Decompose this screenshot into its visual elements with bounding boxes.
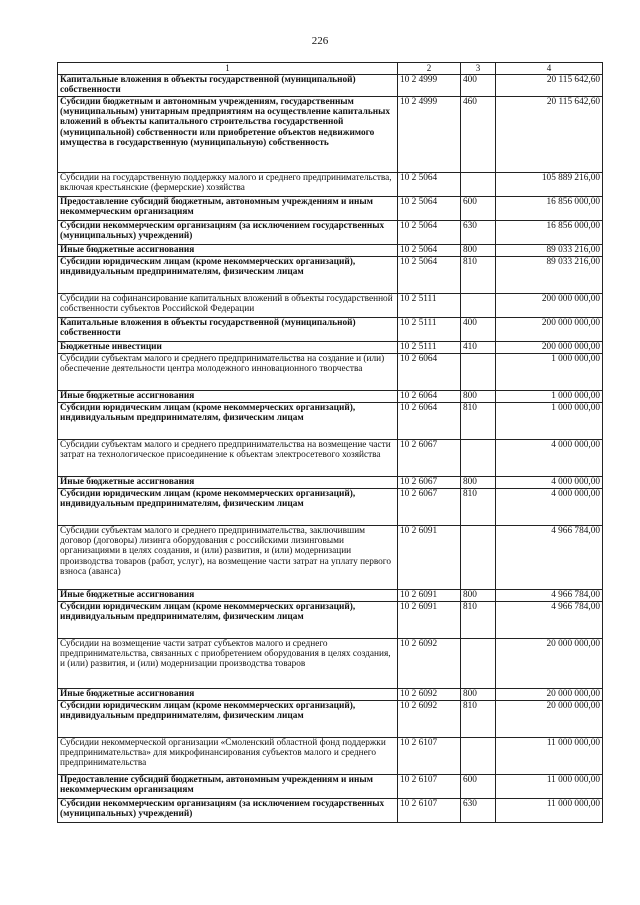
row-name-cell: Субсидии субъектам малого и среднего предпринимательства, заключившим договор (договоры) лизинга оборудования с российскими лизинговыми организациями в целях создания, и (или) развития, и (или) модернизации производства товаров (работ, услуг), на возмещение части затрат на уплату первого взноса (аванса)	[58, 526, 398, 590]
table-row	[58, 391, 603, 403]
row-name-cell: Субсидии юридическим лицам (кроме некоммерческих организаций), индивидуальным предпринимателям, физическим лицам	[58, 257, 398, 294]
row-code-cell: 10 2 6092	[398, 639, 461, 689]
row-amount-cell: 89 033 216,00	[496, 245, 603, 257]
row-code-cell: 10 2 6107	[398, 799, 461, 823]
row-amount-cell: 20 000 000,00	[496, 639, 603, 689]
row-code-cell: 10 2 5111	[398, 318, 461, 342]
row-kind-cell	[461, 440, 496, 477]
table-row	[58, 639, 603, 689]
column-number-row	[58, 63, 603, 75]
row-name-cell: Иные бюджетные ассигнования	[58, 391, 398, 403]
table-row	[58, 489, 603, 526]
row-name-cell: Субсидии юридическим лицам (кроме некоммерческих организаций), индивидуальным предпринимателям, физическим лицам	[58, 489, 398, 526]
row-code-cell: 10 2 6064	[398, 403, 461, 440]
row-name-cell: Бюджетные инвестиции	[58, 342, 398, 354]
row-kind-cell: 810	[461, 489, 496, 526]
row-code-cell: 10 2 6092	[398, 701, 461, 738]
row-code-cell: 10 2 5064	[398, 245, 461, 257]
row-code-cell: 10 2 6064	[398, 391, 461, 403]
row-kind-cell: 460	[461, 97, 496, 173]
row-name-cell: Субсидии субъектам малого и среднего предпринимательства на возмещение части затрат на технологическое присоединение к объектам электросетевого хозяйства	[58, 440, 398, 477]
table-row	[58, 294, 603, 318]
column-number-3: 3	[461, 63, 496, 75]
row-kind-cell: 800	[461, 391, 496, 403]
row-kind-cell: 810	[461, 602, 496, 639]
row-kind-cell	[461, 294, 496, 318]
row-amount-cell: 4 000 000,00	[496, 489, 603, 526]
row-amount-cell: 20 000 000,00	[496, 689, 603, 701]
row-name-cell: Субсидии на государственную поддержку малого и среднего предпринимательства, включая крестьянские (фермерские) хозяйства	[58, 173, 398, 197]
row-code-cell: 10 2 5064	[398, 173, 461, 197]
row-amount-cell: 11 000 000,00	[496, 738, 603, 775]
table-row	[58, 342, 603, 354]
table-row	[58, 221, 603, 245]
row-kind-cell: 630	[461, 221, 496, 245]
table-row	[58, 173, 603, 197]
row-kind-cell: 800	[461, 245, 496, 257]
row-name-cell: Субсидии юридическим лицам (кроме некоммерческих организаций), индивидуальным предпринимателям, физическим лицам	[58, 701, 398, 738]
row-amount-cell: 105 889 216,00	[496, 173, 603, 197]
row-amount-cell: 11 000 000,00	[496, 775, 603, 799]
row-code-cell: 10 2 6092	[398, 689, 461, 701]
row-code-cell: 10 2 6067	[398, 477, 461, 489]
row-amount-cell: 4 000 000,00	[496, 477, 603, 489]
row-kind-cell: 810	[461, 403, 496, 440]
table-row	[58, 590, 603, 602]
row-name-cell: Субсидии на возмещение части затрат субъектов малого и среднего предпринимательства, связанных с приобретением оборудования в целях создания, и (или) развития, и (или) модернизации производства товаров	[58, 639, 398, 689]
row-amount-cell: 16 856 000,00	[496, 197, 603, 221]
row-code-cell: 10 2 5064	[398, 197, 461, 221]
table-row	[58, 318, 603, 342]
row-name-cell: Субсидии юридическим лицам (кроме некоммерческих организаций), индивидуальным предпринимателям, физическим лицам	[58, 403, 398, 440]
table-row	[58, 526, 603, 590]
table-row	[58, 440, 603, 477]
column-number-1: 1	[58, 63, 398, 75]
column-number-4: 4	[496, 63, 603, 75]
row-name-cell: Капитальные вложения в объекты государственной (муниципальной) собственности	[58, 318, 398, 342]
row-name-cell: Субсидии юридическим лицам (кроме некоммерческих организаций), индивидуальным предпринимателям, физическим лицам	[58, 602, 398, 639]
row-kind-cell: 810	[461, 701, 496, 738]
row-code-cell: 10 2 6067	[398, 489, 461, 526]
row-name-cell: Субсидии на софинансирование капитальных вложений в объекты государственной собственности субъектов Российской Федерации	[58, 294, 398, 318]
table-row	[58, 738, 603, 775]
table-row	[58, 701, 603, 738]
row-code-cell: 10 2 4999	[398, 97, 461, 173]
row-amount-cell: 11 000 000,00	[496, 799, 603, 823]
row-kind-cell	[461, 738, 496, 775]
row-name-cell: Субсидии некоммерческим организациям (за исключением государственных (муниципальных) учреждений)	[58, 221, 398, 245]
row-name-cell: Иные бюджетные ассигнования	[58, 245, 398, 257]
row-kind-cell: 600	[461, 775, 496, 799]
row-amount-cell: 1 000 000,00	[496, 354, 603, 391]
table-row	[58, 354, 603, 391]
row-amount-cell: 89 033 216,00	[496, 257, 603, 294]
row-kind-cell: 630	[461, 799, 496, 823]
row-code-cell: 10 2 6107	[398, 775, 461, 799]
row-code-cell: 10 2 5064	[398, 221, 461, 245]
row-name-cell: Иные бюджетные ассигнования	[58, 477, 398, 489]
row-name-cell: Капитальные вложения в объекты государственной (муниципальной) собственности	[58, 75, 398, 97]
row-kind-cell: 800	[461, 477, 496, 489]
row-code-cell: 10 2 6067	[398, 440, 461, 477]
table-row	[58, 197, 603, 221]
row-name-cell: Предоставление субсидий бюджетным, автономным учреждениям и иным некоммерческим организациям	[58, 197, 398, 221]
row-amount-cell: 1 000 000,00	[496, 391, 603, 403]
table-row	[58, 257, 603, 294]
row-amount-cell: 16 856 000,00	[496, 221, 603, 245]
row-kind-cell: 600	[461, 197, 496, 221]
row-name-cell: Иные бюджетные ассигнования	[58, 590, 398, 602]
row-code-cell: 10 2 4999	[398, 75, 461, 97]
table-row	[58, 245, 603, 257]
row-code-cell: 10 2 5111	[398, 342, 461, 354]
row-kind-cell: 400	[461, 75, 496, 97]
row-code-cell: 10 2 6107	[398, 738, 461, 775]
row-code-cell: 10 2 6091	[398, 526, 461, 590]
row-amount-cell: 200 000 000,00	[496, 342, 603, 354]
row-amount-cell: 20 000 000,00	[496, 701, 603, 738]
row-name-cell: Иные бюджетные ассигнования	[58, 689, 398, 701]
row-amount-cell: 4 966 784,00	[496, 602, 603, 639]
row-amount-cell: 4 000 000,00	[496, 440, 603, 477]
table-row	[58, 799, 603, 823]
table-row	[58, 75, 603, 97]
row-name-cell: Субсидии некоммерческим организациям (за исключением государственных (муниципальных) учреждений)	[58, 799, 398, 823]
table-row	[58, 602, 603, 639]
row-code-cell: 10 2 5064	[398, 257, 461, 294]
row-code-cell: 10 2 6091	[398, 602, 461, 639]
row-kind-cell	[461, 526, 496, 590]
row-amount-cell: 20 115 642,60	[496, 97, 603, 173]
row-code-cell: 10 2 6091	[398, 590, 461, 602]
row-name-cell: Субсидии бюджетным и автономным учреждениям, государственным (муниципальным) унитарным предприятиям на осуществление капитальных вложений в объекты капитального строительства государственной (муниципальной) собственности или приобретение объектов недвижимого имущества в государственную (муниципальную) собственность	[58, 97, 398, 173]
row-kind-cell: 400	[461, 318, 496, 342]
row-name-cell: Субсидии субъектам малого и среднего предпринимательства на создание и (или) обеспечение деятельности центра молодежного инновационного творчества	[58, 354, 398, 391]
row-amount-cell: 4 966 784,00	[496, 526, 603, 590]
row-code-cell: 10 2 6064	[398, 354, 461, 391]
row-kind-cell: 410	[461, 342, 496, 354]
row-amount-cell: 200 000 000,00	[496, 318, 603, 342]
row-amount-cell: 20 115 642,60	[496, 75, 603, 97]
row-amount-cell: 1 000 000,00	[496, 403, 603, 440]
table-row	[58, 477, 603, 489]
row-kind-cell: 800	[461, 689, 496, 701]
table-row	[58, 775, 603, 799]
budget-table	[57, 62, 603, 823]
page-number: 226	[311, 35, 329, 47]
table-row	[58, 97, 603, 173]
row-code-cell: 10 2 5111	[398, 294, 461, 318]
table-row	[58, 403, 603, 440]
row-kind-cell: 800	[461, 590, 496, 602]
row-kind-cell: 810	[461, 257, 496, 294]
row-kind-cell	[461, 639, 496, 689]
column-number-2: 2	[398, 63, 461, 75]
row-name-cell: Субсидии некоммерческой организации «Смоленский областной фонд поддержки предпринимательства» для микрофинансирования субъектов малого и среднего предпринимательства	[58, 738, 398, 775]
row-name-cell: Предоставление субсидий бюджетным, автономным учреждениям и иным некоммерческим организациям	[58, 775, 398, 799]
budget-table-body	[58, 63, 603, 823]
row-amount-cell: 4 966 784,00	[496, 590, 603, 602]
row-amount-cell: 200 000 000,00	[496, 294, 603, 318]
row-kind-cell	[461, 354, 496, 391]
table-row	[58, 689, 603, 701]
row-kind-cell	[461, 173, 496, 197]
